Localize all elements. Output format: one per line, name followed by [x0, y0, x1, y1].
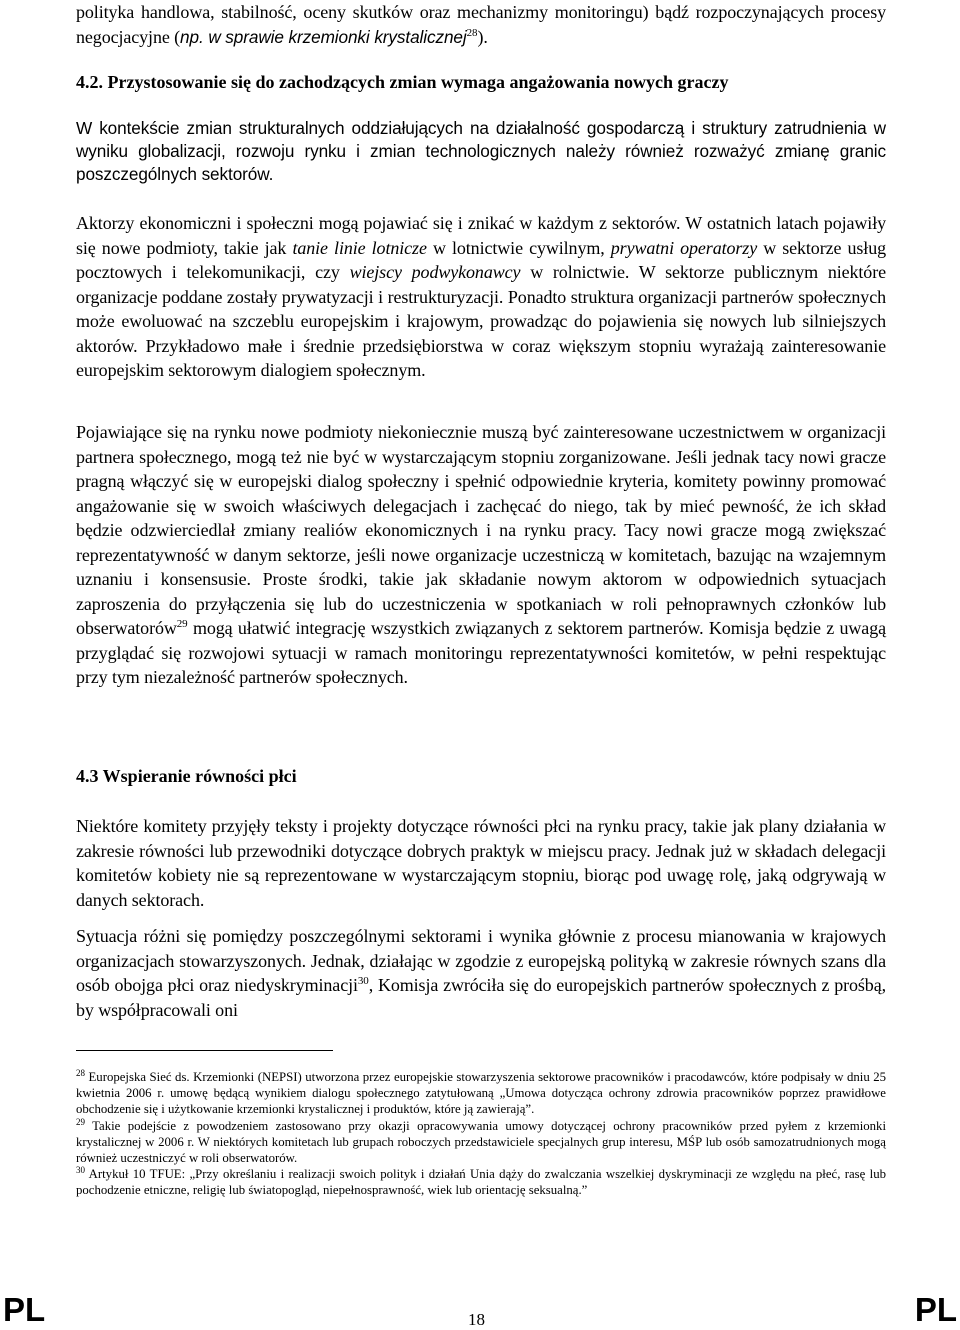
paragraph-4-2-2: Aktorzy ekonomiczni i społeczni mogą pojawiać się i znikać w każdym z sektorów. W ostatnich latach pojawiły się nowe podmioty, takie jak tanie linie lotnicze w lotnictwie cywilnym, prywatni operatorzy w sektorze usług pocztowych i telekomunikacji, czy wiejscy podwykonawcy w rolnictwie. W sektorze publicznym niektóre organizacje poddane zostały prywatyzacji i restrukturyzacji. Ponadto struktura organizacji partnerów społecznych może ewoluować na szczeblu europejskim i krajowym, prowadząc do pojawienia się nowych lub silniejszych aktorów. Przykładowo małe i średnie przedsiębiorstwa w coraz większym stopniu wyrażają zainteresowanie europejskim sektorowym dialogiem społecznym. [76, 213, 886, 380]
heading-4-2: 4.2. Przystosowanie się do zachodzących zmian wymaga angażowania nowych graczy [76, 72, 729, 92]
intro-italic-text: np. w sprawie krzemionki krystalicznej [180, 26, 467, 47]
footnote-28: $^{28}$ Europejska Sieć ds. Krzemionki (NEPSI) utworzona przez europejskie stowarzyszenia sektorowe pracowników i pracodawców, które podpisały w dniu 25 kwietnia 2006 r. umowę będącą wynikiem dialogu społecznego zatytułowaną „Umowa dotycząca ochrony zdrowia pracowników poprzez prawidłowe obchodzenie się i użytkowanie krzemionki krystalicznej i produktów, które ją zawierają”. [76, 1068, 886, 1117]
footnote-30: $^{30}$ Artykuł 10 TFUE: „Przy określaniu i realizacji swoich polityk i działań Unia dąży do zwalczania wszelkiej dyskryminacji ze względu na płeć, rasę lub pochodzenie etniczne, religię lub światopogląd, niepełnosprawność, wiek lub orientację seksualną.” [76, 1165, 886, 1198]
paragraph-4-2-1: W kontekście zmian strukturalnych oddziałujących na działalność gospodarczą i struktury zatrudnienia w wyniku globalizacji, rozwoju rynku i zmian technologicznych należy również rozważyć zmianę granic poszczególnych sektorów. [76, 118, 886, 184]
footer-language-right: PL [914, 1291, 957, 1328]
footnote-separator [76, 1050, 333, 1051]
paragraph-4-3-1: Niektóre komitety przyjęły teksty i projekty dotyczące równości płci na rynku pracy, takie jak plany działania w zakresie równości lub przewodniki dotyczące dobrych praktyk w miejscu pracy. Jednak już w składach delegacji komitetów kobiety nie są reprezentowane w wystarczającym stopniu, biorąc pod uwagę rolę, jaką odgrywają w danych sektorach. [76, 816, 886, 910]
footer-language-left: PL [3, 1291, 46, 1328]
paragraph-4-3-2: Sytuacja różni się pomiędzy poszczególnymi sektorami i wynika głównie z procesu mianowania w krajowych organizacjach stowarzyszonych. Jednak, działając w zgodzie z europejską polityką w zakresie równych szans dla osób obojga płci oraz niedyskryminacji$^{30}$, Komisja zwróciła się do europejskich partnerów społecznych z prośbą, by współpracowali oni [76, 926, 886, 1020]
paragraph-4-2-3: Pojawiające się na rynku nowe podmioty niekoniecznie muszą być zainteresowane uczestnictwem w organizacji partnera społecznego, mogą też nie być w wystarczającym stopniu zorganizowane. Jeśli jednak tacy nowi gracze pragną włączyć się w europejski dialog społeczny i spełnić odpowiednie kryteria, komitety powinny promować angażowanie się w swoich właściwych delegacjach i zachęcać do niego, tak by mieć pewność, że ich skład będzie odzwierciedlał zmiany realiów ekonomicznych i na rynku pracy. Tacy nowi gracze mogą zwiększać reprezentatywność w danym sektorze, jeśli nowe organizacje uczestniczą w komitetach, bazując na wzajemnym uznaniu i konsensusie. Proste środki, takie jak składanie nowym aktorom w odpowiednich sytuacjach zaproszenia do przyłączenia się lub do uczestniczenia w spotkaniach w roli pełnoprawnych członków lub obserwatorów$^{29}$ mogą ułatwić integrację wszystkich związanych z sektorem partnerów. Komisja będzie z uwagą przyglądać się rozwojowi sytuacji w ramach monitoringu reprezentatywności komitetów, w pełni respektując przy tym niezależność partnerów społecznych. [76, 422, 886, 687]
page-number: 18 [468, 1310, 485, 1329]
footnote-ref-29: 29 [176, 618, 188, 630]
footnote-ref-30: 30 [357, 975, 369, 987]
intro-tail: ). [477, 26, 488, 47]
footnotes [76, 1069, 886, 1199]
footnote-ref-28: 28 [466, 26, 478, 39]
footnote-29: $^{29}$ Takie podejście z powodzeniem zastosowano przy okazji opracowywania umowy dotyczącej ochrony pracowników przed pyłem z krzemionki krystalicznej w 2006 r. W niektórych komitetach lub grupach roboczych przedstawiciele specjalnych grup interesu, MŚP lub osób samozatrudnionych mogą również uczestniczyć w roli obserwatorów. [76, 1116, 886, 1166]
intro-text: polityka handlowa, stabilność, oceny skutków oraz mechanizmy monitoringu) bądź rozpoczynających procesy negocjacyjne ( [76, 2, 886, 47]
intro-paragraph [76, 0, 886, 49]
heading-4-3: 4.3 Wspieranie równości płci [76, 766, 297, 786]
